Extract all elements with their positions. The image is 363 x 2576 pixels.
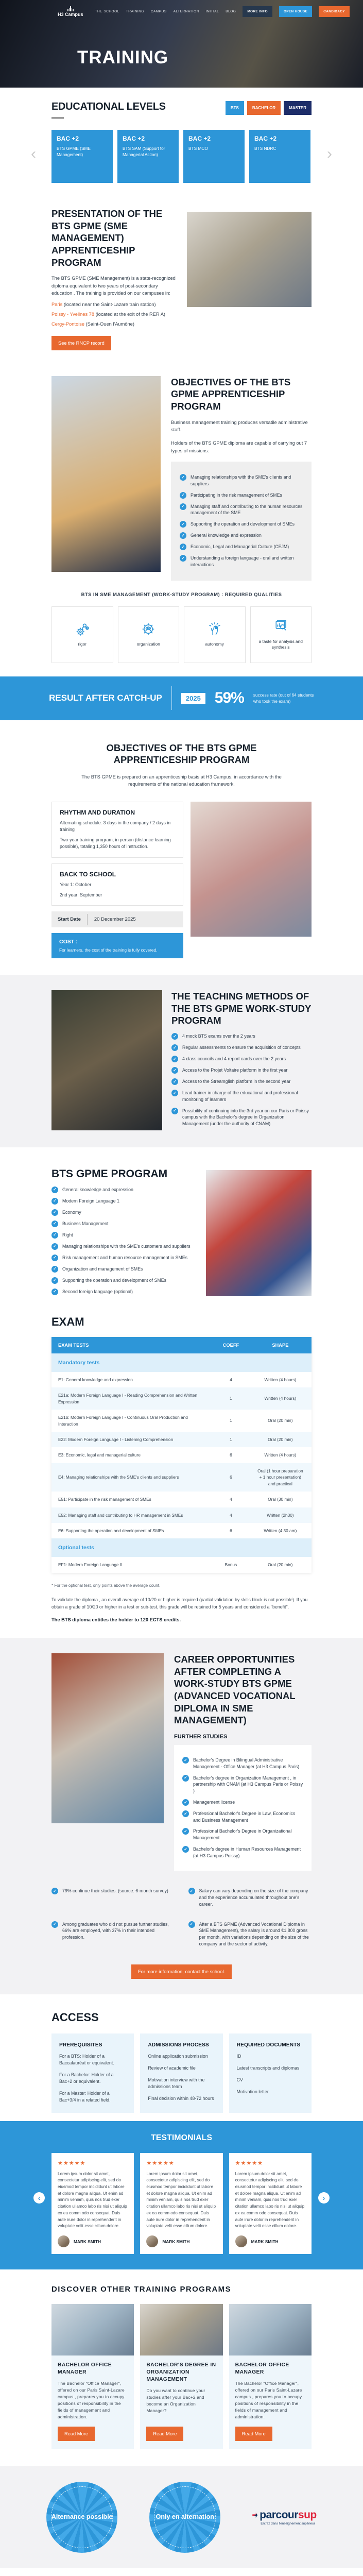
check-icon: ✓: [180, 492, 186, 499]
card-item: Latest transcripts and diplomas: [236, 2065, 300, 2071]
stat-item: [51, 1921, 175, 1947]
testimonial-card: [140, 2153, 222, 2254]
table-row: E21b: Modern Foreign Language I - Continuous Oral Production and Interaction 1 Oral (20 min): [51, 1410, 312, 1432]
stat-item: [51, 1888, 175, 1907]
stat-text: 79% continue their studies. (source: 6-month survey): [62, 1888, 168, 1894]
filter-bachelor[interactable]: BACHELOR: [247, 101, 281, 115]
list-item: [180, 474, 303, 487]
rncp-record-button[interactable]: See the RNCP record: [51, 336, 111, 350]
badges-section: [0, 2466, 363, 2568]
list-item: [171, 1090, 312, 1103]
level-name: BTS MCO: [188, 146, 208, 151]
students-working-photo: [191, 802, 312, 937]
training-card-office-manager: [51, 2304, 134, 2449]
list-text: Bachelor's degree in Human Resources Management (at H3 Campus Poissy): [193, 1846, 301, 1858]
campus-paris: Paris (located near the Saint-Lazare train station): [51, 301, 156, 307]
list-item: [180, 492, 303, 499]
table-row: E6: Supporting the operation and development of SMEs 6 Written (4:30 am): [51, 1523, 312, 1538]
list-text: Access to the Projet Voltaire platform in the first year: [182, 1067, 288, 1073]
testimonials-prev-icon[interactable]: ‹: [33, 2192, 45, 2204]
quality-card-rigor: [51, 606, 113, 663]
check-icon: ✓: [171, 1056, 178, 1062]
top-navigation: [0, 0, 363, 18]
quality-label: a taste for analysis and synthesis: [258, 638, 303, 650]
card-item: For a BTS: Holder of a Baccalauréat or equivalent.: [59, 2053, 114, 2065]
list-item: [182, 1810, 303, 1824]
start-date-row: [51, 911, 183, 927]
result-year-badge: 2025: [181, 693, 205, 704]
list-text: Right: [62, 1232, 73, 1238]
logo-text: H3 Campus: [58, 12, 83, 17]
lecture-photo: [51, 990, 162, 1130]
card-item: Review of academic file: [148, 2065, 196, 2071]
cost-title: COST :: [59, 939, 78, 945]
avatar: [146, 2235, 158, 2247]
objectives-2-text: The BTS GPME is prepared on an apprenticeship basis at H3 Campus, in accordance with the requirements of the national education framework.: [81, 774, 282, 787]
campus-cergy: Cergy-Pontoise (Saint-Ouen l'Aumône): [51, 321, 134, 327]
rhythm-title: RHYTHM AND DURATION: [60, 808, 135, 816]
quality-card-autonomy: [184, 606, 246, 663]
check-icon: ✓: [180, 521, 186, 528]
level-degree: BAC +2: [57, 135, 79, 142]
table-header: [51, 1337, 312, 1353]
column-header: SHAPE: [272, 1342, 289, 1348]
check-icon: ✓: [51, 1255, 58, 1261]
list-text: Second foreign language (optional): [62, 1289, 133, 1294]
level-card-sam[interactable]: [117, 130, 179, 183]
card-item: For a Bachelor: Holder of a Bac+2 or equivalent.: [59, 2072, 114, 2084]
check-icon: ✓: [51, 1277, 58, 1284]
prerequisites-card: [51, 2033, 134, 2113]
table-row: E51: Participate in the risk management of SMEs 4 Oral (30 min): [51, 1492, 312, 1507]
nav-campus[interactable]: CAMPUS: [150, 10, 167, 14]
program-section: [51, 1147, 312, 1300]
further-studies-title: FURTHER STUDIES: [174, 1734, 228, 1740]
list-text: Professional Bachelor's Degree in Law, Economics and Business Management: [193, 1810, 296, 1823]
list-item: [171, 1108, 312, 1127]
list-item: [51, 1187, 198, 1193]
exam-table: [51, 1337, 312, 1573]
testimonial-name: MARK SMITH: [162, 2239, 190, 2244]
carousel-next-icon[interactable]: ›: [327, 145, 332, 162]
teaching-title: THE TEACHING METHODS OF THE BTS GPME WORK-STUDY PROGRAM: [171, 991, 311, 1026]
parcoursup-arrow-icon: [252, 2513, 257, 2518]
career-stats: [51, 1883, 312, 1952]
schedule-section: [51, 802, 312, 958]
list-item: [51, 1277, 198, 1284]
result-banner: [0, 676, 363, 720]
title-underline: [51, 117, 64, 118]
list-text: Management license: [193, 1799, 235, 1805]
list-item: [180, 503, 303, 517]
check-icon: ✓: [182, 1757, 189, 1764]
nav-initial[interactable]: INITIAL: [205, 10, 219, 14]
list-item: [182, 1775, 303, 1794]
list-text: Economy: [62, 1209, 81, 1215]
check-icon: ✓: [171, 1067, 178, 1074]
check-icon: ✓: [182, 1846, 189, 1853]
level-degree: BAC +2: [123, 135, 145, 142]
group-work-photo: [206, 1170, 312, 1296]
check-icon: ✓: [171, 1078, 178, 1085]
check-icon: ✓: [51, 1232, 58, 1239]
card-item: ID: [236, 2053, 241, 2059]
level-name: BTS SAM (Support for Managerial Action): [123, 146, 165, 158]
career-section: [0, 1638, 363, 1994]
training-card-office-manager-2: [229, 2304, 312, 2449]
objectives-title: OBJECTIVES OF THE BTS GPME APPRENTICESHIP PROGRAM: [171, 376, 291, 412]
list-text: Supporting the operation and development of SMEs: [62, 1277, 166, 1283]
objectives-paragraph: Business management training produces versatile administrative staff.: [171, 419, 308, 432]
quality-card-analysis: [250, 606, 312, 663]
contact-school-button[interactable]: For more information, contact the school.: [131, 1964, 232, 1979]
list-text: Supporting the operation and development of SMEs: [191, 521, 295, 527]
start-date-value: 20 December 2025: [94, 917, 136, 922]
stat-text: Salary can vary depending on the size of the company and the experience accumulated throughout one's career.: [199, 1888, 308, 1907]
list-item: [51, 1198, 198, 1205]
success-rate: 59%: [214, 689, 244, 707]
hero-section: [0, 0, 363, 88]
stat-item: [188, 1888, 312, 1907]
admissions-process-card: [140, 2033, 222, 2113]
rhythm-text: Alternating schedule: 3 days in the company / 2 days in training: [60, 820, 171, 833]
access-title: ACCESS: [51, 2010, 99, 2024]
training-card-text: Do you want to continue your studies after your Bac+2 and become an Organization Manager?: [146, 2387, 205, 2413]
table-row: E52: Managing staff and contributing to HR management in SMEs 4 Written (2h30): [51, 1507, 312, 1523]
discover-title: DISCOVER OTHER TRAINING PROGRAMS: [51, 2285, 231, 2294]
nav-alternation[interactable]: ALTERNATION: [173, 10, 199, 14]
check-icon: ✓: [51, 1243, 58, 1250]
card-title: ADMISSIONS PROCESS: [148, 2042, 209, 2048]
read-more-button[interactable]: Read More: [58, 2427, 95, 2441]
list-item: [180, 532, 303, 539]
rhythm-text: Two-year training program, in person (distance learning possible), totaling 1,350 hours of instruction.: [60, 837, 171, 850]
level-card-ndrc[interactable]: [249, 130, 310, 183]
level-card-mco[interactable]: [183, 130, 245, 183]
qualities-title: BTS IN SME MANAGEMENT (WORK-STUDY PROGRAM) : REQUIRED QUALITIES: [81, 591, 282, 598]
list-item: [180, 555, 303, 568]
list-text: General knowledge and expression: [191, 533, 262, 538]
candidacy-button[interactable]: CANDIDACY: [319, 6, 350, 17]
card-item: CV: [236, 2077, 243, 2082]
check-icon: ✓: [180, 544, 186, 550]
list-item: [51, 1221, 198, 1227]
card-title: REQUIRED DOCUMENTS: [236, 2042, 301, 2048]
objectives-paragraph: Holders of the BTS GPME diploma are capable of carrying out 7 types of missions:: [171, 440, 307, 453]
list-item: [51, 1255, 198, 1261]
list-text: Professional Bachelor's Degree in Organizational Management: [193, 1828, 292, 1841]
exam-ects-text: The BTS diploma entitles the holder to 120 ECTS credits.: [51, 1617, 181, 1623]
table-row: E4: Managing relationships with the SME's clients and suppliers 6 Oral (1 hour preparation + 1 hour presentation) and practical: [51, 1463, 312, 1492]
list-item: [51, 1266, 198, 1273]
list-text: Business Management: [62, 1221, 109, 1226]
table-section-optional: Optional tests: [51, 1538, 312, 1557]
table-row: E1: General knowledge and expression 4 Written (4 hours): [51, 1372, 312, 1387]
start-date-label: Start Date: [58, 917, 81, 922]
testimonials-section: [0, 2121, 363, 2269]
presentation-title: PRESENTATION OF THE BTS GPME (SME MANAGEMENT) APPRENTICESHIP PROGRAM: [51, 208, 163, 268]
filter-master[interactable]: MASTER: [284, 101, 312, 115]
exam-title: EXAM: [51, 1315, 84, 1328]
stat-text: After a BTS GPME (Advanced Vocational Diploma in SME Management), the salary is around €1,800 gross per month, with variations depending on the size of the company and the sector of activity.: [199, 1921, 309, 1946]
training-card-title: BACHELOR OFFICE MANAGER: [58, 2362, 112, 2375]
required-documents-card: [229, 2033, 312, 2113]
open-house-button[interactable]: OPEN HOUSE: [279, 6, 312, 17]
list-item: [51, 1289, 198, 1295]
list-text: Participating in the risk management of SMEs: [191, 492, 282, 498]
check-icon: ✓: [51, 1187, 58, 1193]
check-icon: ✓: [51, 1289, 58, 1295]
card-item: Motivation letter: [236, 2089, 269, 2095]
quality-label: autonomy: [205, 641, 224, 647]
check-icon: ✓: [51, 1209, 58, 1216]
objectives-2-section: [51, 742, 312, 788]
cost-card: [51, 933, 183, 958]
parcoursup-tagline: Entrez dans l'enseignement supérieur: [261, 2521, 315, 2526]
testimonial-name: MARK SMITH: [251, 2239, 279, 2244]
check-icon: ✓: [182, 1799, 189, 1806]
testimonial-text: Lorem ipsum dolor sit amet, consectetur adipiscing elit, sed do eiusmod tempor incididunt ut labore et dolore magna aliqua. Ut enim ad minim veniam, quis nos trud exer citation ullamco labo ris nisi ut aliquip ex ea comm odo consequat. Duis aute irure dolor in reprehenderit in voluptate velit esse cillum dolore.: [58, 2171, 127, 2229]
list-item: [171, 1033, 312, 1040]
check-icon: ✓: [51, 1888, 58, 1894]
list-item: [171, 1056, 312, 1062]
list-text: General knowledge and expression: [62, 1187, 133, 1192]
read-more-button[interactable]: Read More: [235, 2427, 272, 2441]
quality-label: organization: [136, 641, 160, 647]
testimonials-next-icon[interactable]: ›: [318, 2192, 330, 2204]
check-icon: ✓: [180, 532, 186, 539]
list-item: [182, 1846, 303, 1859]
star-rating-icon: ★★★★★: [146, 2160, 175, 2166]
list-text: Possibility of continuing into the 3rd year on our Paris or Poissy campus with the Bachelor's degree in Organization Management (under the authority of CNAM): [182, 1108, 309, 1127]
table-row: E21a: Modern Foreign Language I - Reading Comprehension and Written Expression 1 Written (4 hours): [51, 1387, 312, 1410]
list-text: Risk management and human resource management in SMEs: [62, 1255, 188, 1260]
back-to-school-item: 2nd year: September: [60, 892, 102, 897]
more-info-button[interactable]: MORE INFO: [243, 6, 272, 17]
list-text: Managing relationships with the SME's clients and suppliers: [191, 474, 291, 486]
check-icon: ✓: [182, 1810, 189, 1817]
check-icon: ✓: [182, 1775, 189, 1782]
check-icon: ✓: [171, 1044, 178, 1051]
list-text: Modern Foreign Language 1: [62, 1198, 120, 1204]
parcoursup-logo[interactable]: parcoursup Entrez dans l'enseignement supérieur: [252, 2509, 317, 2526]
list-item: [171, 1044, 312, 1051]
presentation-section: [51, 208, 312, 350]
page-title: TRAINING: [77, 47, 169, 67]
exam-section: [51, 1315, 312, 1622]
list-item: [51, 1243, 198, 1250]
banner-divider: [171, 686, 172, 710]
check-icon: ✓: [171, 1033, 178, 1040]
further-studies-list: [174, 1745, 312, 1871]
check-icon: ✓: [51, 1266, 58, 1273]
check-icon: ✓: [180, 474, 186, 481]
level-degree: BAC +2: [188, 135, 211, 142]
training-card-photo: [229, 2304, 312, 2355]
nav-training[interactable]: TRAINING: [126, 10, 144, 14]
objectives-section: [51, 376, 312, 581]
exam-validation-text: To validate the diploma , an overall average of 10/20 or higher is required (partial validation by skills block is not possible). If you obtain a grade of 10/20 or higher in a test or sub-test, this grade will be retained for 5 years and considered a "benefit".: [51, 1597, 308, 1609]
back-to-school-card: [51, 863, 183, 906]
classroom-photo: [187, 212, 312, 307]
analysis-magnifier-icon: [273, 619, 288, 634]
nav-blog[interactable]: BLOG: [226, 10, 236, 14]
training-card-title: BACHELOR OFFICE MANAGER: [235, 2362, 289, 2375]
card-item: Final decision within 48-72 hours: [148, 2096, 214, 2102]
back-to-school-title: BACK TO SCHOOL: [60, 870, 116, 878]
quality-label: rigor: [78, 641, 87, 647]
rhythm-card: [51, 802, 183, 858]
testimonials-title: TESTIMONIALS: [150, 2133, 213, 2142]
star-rating-icon: ★★★★★: [235, 2160, 263, 2166]
logo-bars-icon: [58, 6, 83, 11]
card-item: For a Master: Holder of a Bac+3/4 in a related field.: [59, 2091, 111, 2103]
list-text: 4 mock BTS exams over the 2 years: [182, 1033, 255, 1039]
list-text: 4 class councils and 4 report cards over the 2 years: [182, 1056, 286, 1062]
carousel-prev-icon[interactable]: ‹: [31, 145, 36, 162]
check-icon: ✓: [188, 1888, 195, 1894]
table-row: EF1: Modern Foreign Language II Bonus Oral (20 min): [51, 1557, 312, 1572]
h3-campus-logo[interactable]: [58, 6, 83, 18]
teaching-methods-section: [0, 975, 363, 1147]
back-to-school-item: Year 1: October: [60, 882, 92, 887]
level-degree: BAC +2: [254, 135, 277, 142]
list-text: Managing staff and contributing to the human resources management of the SME: [191, 503, 303, 516]
testimonial-name: MARK SMITH: [74, 2239, 101, 2244]
career-title: CAREER OPPORTUNITIES AFTER COMPLETING A WORK-STUDY BTS GPME (ADVANCED VOCATIONAL DIPLOMA IN SME MANAGEMENT): [174, 1654, 296, 1726]
list-text: Bachelor's Degree in Bilingual Administrative Management - Office Manager (at H3 Campus Paris): [193, 1757, 300, 1769]
list-text: Economic, Legal and Managerial Culture (CEJM): [191, 544, 289, 550]
educational-levels-section: [31, 88, 332, 183]
result-label: RESULT AFTER CATCH-UP: [49, 693, 162, 703]
list-text: Lead trainer in charge of the educational and professional monitoring of learners: [182, 1090, 298, 1102]
testimonial-card: [51, 2153, 134, 2254]
level-filters: [226, 101, 312, 115]
check-icon: ✓: [51, 1921, 58, 1928]
testimonial-text: Lorem ipsum dolor sit amet, consectetur adipiscing elit, sed do eiusmod tempor incididunt ut labore et dolore magna aliqua. Ut enim ad minim veniam, quis nos trud exer citation ullamco labo ris nisi ut aliquip ex ea comm odo consequat. Duis aute irure dolor in reprehenderit in voluptate velit esse cillum dolore.: [235, 2171, 305, 2229]
team-gear-icon: [141, 621, 156, 637]
required-qualities-section: [51, 592, 312, 663]
students-outside-photo: [51, 1653, 164, 1823]
list-text: Managing relationships with the SME's customers and suppliers: [62, 1243, 191, 1249]
alternance-badge: Alternance possible: [46, 2482, 117, 2553]
testimonial-card: [229, 2153, 312, 2254]
list-item: [51, 1209, 198, 1216]
discover-section: [51, 2269, 312, 2449]
training-card-photo: [140, 2304, 222, 2355]
table-row: E3: Economic, legal and managerial culture 6 Written (4 hours): [51, 1447, 312, 1463]
level-card-gpme[interactable]: [51, 130, 113, 183]
level-name: BTS GPME (SME Management): [57, 146, 91, 158]
nav-the-school[interactable]: THE SCHOOL: [95, 10, 119, 14]
level-cards: [51, 130, 312, 183]
cost-text: For learners, the cost of the training is fully covered.: [59, 947, 158, 953]
check-icon: ✓: [51, 1198, 58, 1205]
card-item: Motivation interview with the admissions team: [148, 2077, 205, 2090]
training-card-organization-management: [140, 2304, 222, 2449]
training-card-text: The Bachelor "Office Manager", offered on our Paris Saint-Lazare campus , prepares you to occupy positions of responsibility in the fields of management and administration.: [235, 2380, 302, 2419]
list-item: [171, 1078, 312, 1085]
list-item: [182, 1799, 303, 1806]
objectives-2-title: OBJECTIVES OF THE BTS GPME APPRENTICESHIP PROGRAM: [106, 742, 257, 766]
presentation-intro: The BTS GPME (SME Management) is a state-recognized diploma equivalent to two years of post-secondary education . The training is provided on our campuses in:: [51, 276, 176, 296]
list-item: [51, 1232, 198, 1239]
check-icon: ✓: [171, 1108, 178, 1114]
check-icon: ✓: [180, 503, 186, 510]
column-header: EXAM TESTS: [58, 1342, 89, 1348]
read-more-button[interactable]: Read More: [146, 2427, 183, 2441]
training-card-photo: [51, 2304, 134, 2355]
list-item: [182, 1828, 303, 1841]
stat-item: [188, 1921, 312, 1947]
list-text: Access to the Streamglish platform in the second year: [182, 1079, 291, 1084]
training-card-text: The Bachelor "Office Manager", offered on our Paris Saint-Lazare campus , prepares you to occupy positions of responsibility in the fields of management and administration.: [58, 2380, 125, 2419]
check-icon: ✓: [182, 1828, 189, 1835]
fist-icon: [207, 621, 222, 637]
check-icon: ✓: [188, 1921, 195, 1928]
list-item: [180, 521, 303, 528]
table-section-mandatory: Mandatory tests: [51, 1353, 312, 1372]
program-title: BTS GPME PROGRAM: [51, 1167, 168, 1180]
levels-title: EDUCATIONAL LEVELS: [51, 101, 166, 112]
column-header: COEFF: [222, 1342, 239, 1348]
training-card-title: BACHELOR'S DEGREE IN ORGANIZATION MANAGEMENT: [146, 2362, 216, 2382]
card-title: PREREQUISITES: [59, 2042, 102, 2048]
card-item: Online application submission: [148, 2053, 208, 2059]
list-text: Bachelor's degree in Organization Management , in partnership with CNAM (at H3 Campus Paris or Poissy ): [193, 1775, 303, 1794]
testimonial-text: Lorem ipsum dolor sit amet, consectetur adipiscing elit, sed do eiusmod tempor incididunt ut labore et dolore magna aliqua. Ut enim ad minim veniam, quis nos trud exer citation ullamco labo ris nisi ut aliquip ex ea comm odo consequat. Duis aute irure dolor in reprehenderit in voluptate velit esse cillum dolore.: [146, 2171, 216, 2229]
quality-card-organization: [118, 606, 180, 663]
list-text: Understanding a foreign language - oral and written interactions: [191, 555, 294, 567]
filter-bts[interactable]: BTS: [226, 101, 244, 115]
exam-footnote: * For the optional test, only points above the average count.: [51, 1583, 161, 1588]
list-text: Regular assessments to ensure the acquisition of concepts: [182, 1045, 301, 1050]
missions-list: [171, 462, 312, 581]
list-item: [182, 1757, 303, 1770]
list-item: [171, 1067, 312, 1074]
table-row: E22: Modern Foreign Language I - Listening Comprehension 1 Oral (20 min): [51, 1432, 312, 1447]
result-note: success rate (out of 64 students who took the exam): [253, 692, 314, 704]
list-item: [180, 544, 303, 550]
avatar: [58, 2235, 70, 2247]
check-icon: ✓: [180, 555, 186, 562]
avatar: [235, 2235, 247, 2247]
check-icon: ✓: [51, 1221, 58, 1227]
level-name: BTS NDRC: [254, 146, 276, 151]
access-section: [51, 1994, 312, 2113]
person-gear-icon: [75, 621, 90, 637]
star-rating-icon: ★★★★★: [58, 2160, 86, 2166]
check-icon: ✓: [171, 1090, 178, 1096]
student-photo: [51, 376, 161, 572]
campus-poissy: Poissy - Yvelines 78 (located at the exit of the RER A): [51, 311, 166, 317]
alternation-only-badge: Only en alternation: [149, 2482, 220, 2553]
list-text: Organization and management of SMEs: [62, 1266, 143, 1272]
stat-text: Among graduates who did not pursue further studies, 66% are employed, with 37% in their intended profession.: [62, 1921, 169, 1940]
